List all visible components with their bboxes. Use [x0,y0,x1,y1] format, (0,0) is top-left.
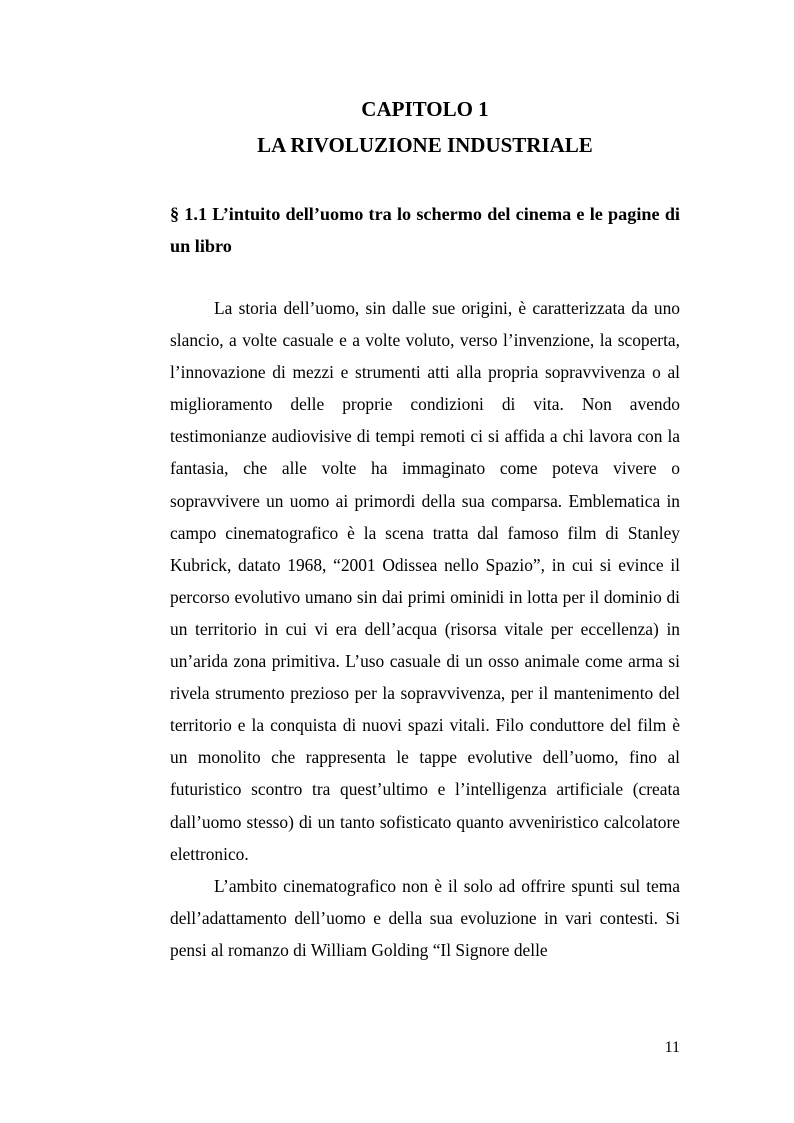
paragraph: La storia dell’uomo, sin dalle sue origini, è caratterizzata da uno slancio, a volte casuale e a volte voluto, verso l’invenzione, la scoperta, l’innovazione di mezzi e strumenti atti alla propria sopravvivenza o al miglioramento delle proprie condizioni di vita. Non avendo testimonianze audiovisive di tempi remoti ci si affida a chi lavora con la fantasia, che alle volte ha immaginato come poteva vivere o sopravvivere un uomo ai primordi della sua comparsa. Emblematica in campo cinematografico è la scena tratta dal famoso film di Stanley Kubrick, datato 1968, “2001 Odissea nello Spazio”, in cui si evince il percorso evolutivo umano sin dai primi ominidi in lotta per il dominio di un territorio in cui vi era dell’acqua (risorsa vitale per eccellenza) in un’arida zona primitiva. L’uso casuale di un osso animale come arma si rivela strumento prezioso per la sopravvivenza, per il mantenimento del territorio e la conquista di nuovi spazi vitali. Filo conduttore del film è un monolito che rappresenta le tappe evolutive dell’uomo, fino al futuristico scontro tra quest’ultimo e l’intelligenza artificiale (creata dall’uomo stesso) di un tanto sofisticato quanto avveniristico calcolatore elettronico. [170,298,680,864]
page-number: 11 [664,1039,680,1056]
paragraph: L’ambito cinematografico non è il solo ad offrire spunti sul tema dell’adattamento dell’uomo e della sua evoluzione in vari contesti. Si pensi al romanzo di William Golding “Il Signore delle [170,875,680,960]
chapter-number: CAPITOLO 1 [361,97,489,121]
chapter-title: LA RIVOLUZIONE INDUSTRIALE [257,133,593,157]
section-heading: § 1.1 L’intuito dell’uomo tra lo schermo del cinema e le pagine di un libro [170,204,680,256]
body-text [170,292,680,966]
